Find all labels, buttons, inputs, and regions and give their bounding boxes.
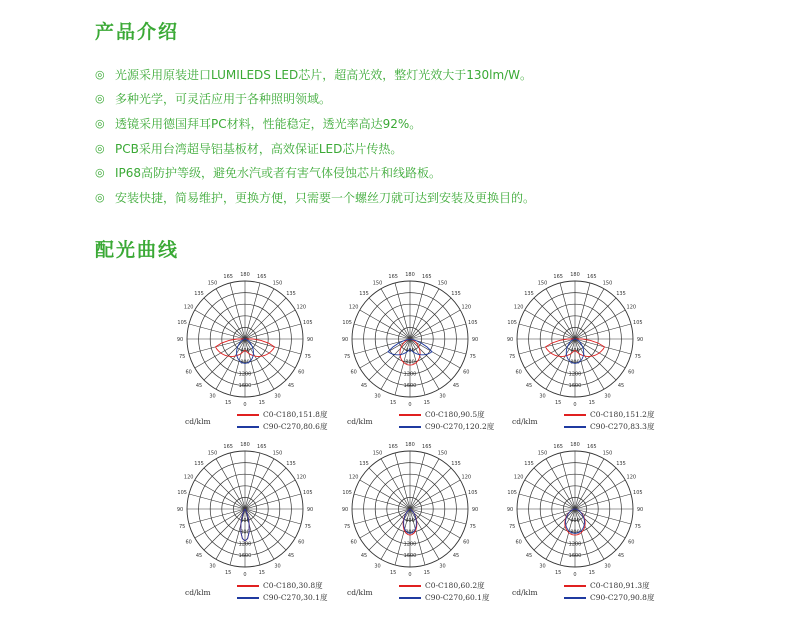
grid-spoke [575,310,625,339]
angle-tick-label: 60 [298,539,305,546]
angle-tick-label: 150 [437,450,448,457]
angle-tick-label: 0 [573,572,577,578]
bullet-icon: ◎ [95,67,105,81]
angle-tick-label: 150 [207,280,218,287]
ring-value-label: 1200 [568,541,582,548]
angle-tick-label: 135 [286,291,296,297]
ring-value-label: 800 [570,529,580,536]
angle-tick-label: 90 [306,507,314,513]
angle-tick-label: 0 [408,402,412,408]
angle-tick-label: 150 [602,450,613,457]
angle-tick-label: 30 [439,393,446,400]
ring-value-label: 800 [405,529,415,536]
ring-value-label: 400 [570,518,580,525]
angle-tick-label: 75 [509,353,516,360]
legend-swatch-red [237,585,259,587]
angle-tick-label: 120 [348,304,359,311]
grid-spoke [525,509,575,538]
angle-tick-label: 45 [360,383,368,389]
angle-tick-label: 105 [507,320,517,327]
angle-tick-label: 60 [515,539,522,546]
angle-tick-label: 15 [588,399,595,406]
legend-text: C90-C270,80.6度 [263,422,328,431]
angle-tick-label: 105 [468,320,478,327]
angle-tick-label: 45 [287,553,295,559]
angle-tick-label: 135 [616,291,626,297]
ring-value-label: 400 [240,518,250,525]
ring-value-label: 400 [405,518,415,525]
grid-spoke [245,468,286,509]
angle-tick-label: 180 [240,442,250,448]
angle-tick-label: 45 [452,553,460,559]
feature-item [95,185,775,210]
ring-value-label: 1600 [403,382,417,389]
ring-value-label: 1200 [238,371,252,378]
angle-tick-label: 15 [258,569,265,576]
ring-value-label: 1200 [568,371,582,378]
angle-tick-label: 120 [296,304,307,311]
legend-swatch-red [399,585,421,587]
ring-value-label: 1600 [403,552,417,559]
grid-spoke [525,339,575,368]
legend-text: C0-C180,60.2度 [425,581,485,590]
feature-text: 透镜采用德国拜耳PC材料，性能稳定，透光率高达92%。 [115,116,422,131]
grid-spoke [195,480,245,509]
angle-tick-label: 120 [296,474,307,481]
angle-tick-label: 60 [463,369,470,376]
legend-swatch-red [399,414,421,416]
legend-entry-c90 [564,421,654,432]
angle-tick-label: 90 [306,337,314,343]
angle-tick-label: 0 [408,572,412,578]
angle-tick-label: 90 [471,337,479,343]
legend-text: C90-C270,120.2度 [425,422,495,431]
legend-entry-c0 [237,580,323,591]
grid-spoke [245,310,295,339]
legend-swatch-blue [564,597,586,599]
angle-tick-label: 105 [633,490,643,497]
grid-spoke [575,339,625,368]
angle-tick-label: 135 [194,291,204,297]
angle-tick-label: 60 [185,539,192,546]
angle-tick-label: 180 [570,442,580,448]
grid-spoke [534,298,575,339]
grid-spoke [546,459,575,509]
angle-tick-label: 135 [359,461,369,467]
feature-item [95,160,775,185]
angle-tick-label: 75 [634,353,641,360]
angle-tick-label: 75 [179,353,186,360]
angle-tick-label: 30 [604,393,611,400]
angle-tick-label: 30 [374,393,381,400]
bullet-icon: ◎ [95,116,105,130]
grid-spoke [525,310,575,339]
legend-entry-c0 [237,409,327,420]
angle-tick-label: 120 [183,304,194,311]
angle-tick-label: 75 [469,353,476,360]
legend-entry-c90 [237,421,327,432]
angle-tick-label: 90 [176,337,184,343]
angle-tick-label: 120 [461,474,472,481]
ring-value-label: 400 [570,348,580,355]
feature-item [95,136,775,161]
legend-text: C0-C180,91.3度 [590,581,650,590]
grid-spoke [575,509,625,538]
angle-tick-label: 120 [461,304,472,311]
angle-tick-label: 90 [471,507,479,513]
feature-item [95,111,775,136]
angle-tick-label: 120 [183,474,194,481]
angle-tick-label: 105 [507,490,517,497]
angle-tick-label: 15 [225,399,232,406]
grid-spoke [410,459,439,509]
angle-tick-label: 60 [515,369,522,376]
legend-entry-c0 [399,580,485,591]
feature-item [95,62,775,87]
angle-tick-label: 90 [341,507,349,513]
angle-tick-label: 60 [350,369,357,376]
angle-tick-label: 165 [257,444,267,451]
legend-swatch-blue [564,426,586,428]
section-title-light-distribution: 配光曲线 [95,239,180,261]
angle-tick-label: 150 [272,280,283,287]
angle-tick-label: 15 [588,569,595,576]
unit-label: cd/klm [185,417,211,426]
legend-text: C0-C180,90.5度 [425,410,485,419]
angle-tick-label: 135 [286,461,296,467]
angle-tick-label: 90 [636,507,644,513]
angle-tick-label: 45 [287,383,295,389]
angle-tick-label: 135 [451,461,461,467]
angle-tick-label: 75 [634,523,641,530]
angle-tick-label: 0 [573,402,577,408]
angle-tick-label: 180 [570,272,580,278]
legend-entry-c90 [399,421,494,432]
legend-swatch-red [237,414,259,416]
grid-spoke [410,310,460,339]
legend-entry-c0 [399,409,485,420]
legend-swatch-blue [237,426,259,428]
grid-spoke [534,468,575,509]
angle-tick-label: 105 [468,490,478,497]
angle-tick-label: 120 [513,474,524,481]
grid-spoke [410,289,439,339]
angle-tick-label: 150 [537,280,548,287]
feature-text: PCB采用台湾超导铝基板材，高效保证LED芯片传热。 [115,141,403,156]
ring-value-label: 400 [405,348,415,355]
grid-spoke [204,298,245,339]
feature-item [95,87,775,112]
grid-spoke [360,480,410,509]
angle-tick-label: 135 [451,291,461,297]
angle-tick-label: 105 [303,490,313,497]
angle-tick-label: 45 [617,553,625,559]
ring-value-label: 1600 [568,552,582,559]
bullet-icon: ◎ [95,141,105,155]
grid-spoke [546,289,575,339]
angle-tick-label: 165 [422,444,432,451]
angle-tick-label: 30 [209,393,216,400]
angle-tick-label: 15 [423,399,430,406]
angle-tick-label: 165 [553,274,563,281]
angle-tick-label: 165 [553,444,563,451]
angle-tick-label: 15 [555,569,562,576]
angle-tick-label: 0 [243,402,247,408]
grid-spoke [575,468,616,509]
angle-tick-label: 60 [185,369,192,376]
ring-value-label: 1200 [238,541,252,548]
angle-tick-label: 75 [509,523,516,530]
ring-value-label: 800 [240,359,250,366]
grid-spoke [410,480,460,509]
angle-tick-label: 165 [257,274,267,281]
angle-tick-label: 15 [390,399,397,406]
angle-tick-label: 150 [602,280,613,287]
angle-tick-label: 150 [537,450,548,457]
angle-tick-label: 30 [439,563,446,570]
feature-text: IP68高防护等级，避免水汽或者有害气体侵蚀芯片和线路板。 [115,166,442,181]
ring-value-label: 1600 [238,382,252,389]
unit-label: cd/klm [185,588,211,597]
grid-spoke [195,310,245,339]
grid-spoke [575,298,616,339]
angle-tick-label: 30 [274,563,281,570]
angle-tick-label: 75 [469,523,476,530]
angle-tick-label: 105 [633,320,643,327]
angle-tick-label: 165 [388,274,398,281]
ring-value-label: 1200 [403,371,417,378]
unit-label: cd/klm [512,588,538,597]
angle-tick-label: 135 [524,461,534,467]
legend-text: C90-C270,90.8度 [590,593,655,602]
grid-spoke [575,480,625,509]
ring-value-label: 1200 [403,541,417,548]
angle-tick-label: 90 [636,337,644,343]
angle-tick-label: 165 [388,444,398,451]
legend-swatch-blue [237,597,259,599]
angle-tick-label: 45 [525,553,533,559]
grid-spoke [369,298,410,339]
angle-tick-label: 180 [240,272,250,278]
bullet-icon: ◎ [95,166,105,180]
grid-spoke [245,459,274,509]
feature-list [95,62,775,210]
legend-entry-c0 [564,580,650,591]
angle-tick-label: 30 [374,563,381,570]
grid-spoke [204,468,245,509]
angle-tick-label: 105 [342,320,352,327]
angle-tick-label: 0 [243,572,247,578]
angle-tick-label: 45 [360,553,368,559]
angle-tick-label: 180 [405,442,415,448]
angle-tick-label: 15 [423,569,430,576]
angle-tick-label: 165 [422,274,432,281]
grid-spoke [575,459,604,509]
legend-entry-c90 [237,592,327,603]
grid-spoke [245,480,295,509]
legend-text: C0-C180,151.8度 [263,410,328,419]
angle-tick-label: 15 [555,399,562,406]
angle-tick-label: 150 [372,280,383,287]
ring-value-label: 400 [240,348,250,355]
angle-tick-label: 105 [303,320,313,327]
ring-value-label: 1600 [568,382,582,389]
bullet-icon: ◎ [95,92,105,106]
angle-tick-label: 150 [272,450,283,457]
legend-entry-c90 [399,592,489,603]
angle-tick-label: 165 [587,444,597,451]
feature-text: 光源采用原装进口LUMILEDS LED芯片，超高光效，整灯光效大于130lm/W。 [115,67,533,82]
angle-tick-label: 30 [604,563,611,570]
angle-tick-label: 120 [513,304,524,311]
angle-tick-label: 60 [350,539,357,546]
legend-swatch-red [564,585,586,587]
angle-tick-label: 90 [176,507,184,513]
angle-tick-label: 135 [616,461,626,467]
angle-tick-label: 60 [628,539,635,546]
grid-spoke [195,509,245,538]
angle-tick-label: 15 [225,569,232,576]
bullet-icon: ◎ [95,190,105,204]
angle-tick-label: 150 [372,450,383,457]
angle-tick-label: 90 [506,337,514,343]
grid-spoke [575,289,604,339]
grid-spoke [195,339,245,368]
legend-text: C0-C180,30.8度 [263,581,323,590]
angle-tick-label: 75 [304,523,311,530]
grid-spoke [360,509,410,538]
unit-label: cd/klm [512,417,538,426]
grid-spoke [360,339,410,368]
grid-spoke [245,289,274,339]
grid-spoke [245,298,286,339]
angle-tick-label: 60 [628,369,635,376]
grid-spoke [525,480,575,509]
angle-tick-label: 60 [463,539,470,546]
angle-tick-label: 75 [304,353,311,360]
grid-spoke [410,509,460,538]
angle-tick-label: 120 [348,474,359,481]
legend-text: C90-C270,60.1度 [425,593,490,602]
angle-tick-label: 135 [524,291,534,297]
feature-text: 安装快捷，简易维护，更换方便，只需要一个螺丝刀就可达到安装及更换目的。 [115,190,536,205]
angle-tick-label: 135 [194,461,204,467]
legend-swatch-blue [399,597,421,599]
unit-label: cd/klm [347,588,373,597]
angle-tick-label: 165 [223,444,233,451]
angle-tick-label: 105 [177,490,187,497]
angle-tick-label: 135 [359,291,369,297]
angle-tick-label: 30 [274,393,281,400]
angle-tick-label: 30 [209,563,216,570]
grid-spoke [245,339,295,368]
angle-tick-label: 150 [437,280,448,287]
feature-text: 多种光学，可灵活应用于各种照明领域。 [115,92,332,107]
angle-tick-label: 75 [179,523,186,530]
grid-spoke [216,289,245,339]
legend-text: C0-C180,151.2度 [590,410,655,419]
angle-tick-label: 30 [539,563,546,570]
angle-tick-label: 45 [452,383,460,389]
angle-tick-label: 90 [506,507,514,513]
angle-tick-label: 60 [298,369,305,376]
angle-tick-label: 45 [525,383,533,389]
angle-tick-label: 15 [258,399,265,406]
angle-tick-label: 45 [617,383,625,389]
legend-entry-c90 [564,592,654,603]
legend-text: C90-C270,83.3度 [590,422,655,431]
angle-tick-label: 165 [223,274,233,281]
angle-tick-label: 45 [195,383,203,389]
grid-spoke [381,289,410,339]
angle-tick-label: 75 [344,353,351,360]
angle-tick-label: 75 [344,523,351,530]
grid-spoke [369,468,410,509]
section-title-product-intro: 产品介绍 [95,21,180,43]
legend-entry-c0 [564,409,654,420]
legend-swatch-blue [399,426,421,428]
angle-tick-label: 90 [341,337,349,343]
angle-tick-label: 165 [587,274,597,281]
angle-tick-label: 45 [195,553,203,559]
grid-spoke [410,468,451,509]
grid-spoke [381,459,410,509]
grid-spoke [410,339,460,368]
ring-value-label: 1600 [238,552,252,559]
angle-tick-label: 15 [390,569,397,576]
grid-spoke [360,310,410,339]
angle-tick-label: 30 [539,393,546,400]
ring-value-label: 800 [240,529,250,536]
grid-spoke [245,509,295,538]
legend-swatch-red [564,414,586,416]
legend-text: C90-C270,30.1度 [263,593,328,602]
grid-spoke [216,459,245,509]
grid-spoke [410,298,451,339]
angle-tick-label: 120 [626,474,637,481]
angle-tick-label: 105 [177,320,187,327]
angle-tick-label: 120 [626,304,637,311]
angle-tick-label: 105 [342,490,352,497]
angle-tick-label: 150 [207,450,218,457]
angle-tick-label: 180 [405,272,415,278]
ring-value-label: 800 [405,359,415,366]
ring-value-label: 800 [570,359,580,366]
unit-label: cd/klm [347,417,373,426]
